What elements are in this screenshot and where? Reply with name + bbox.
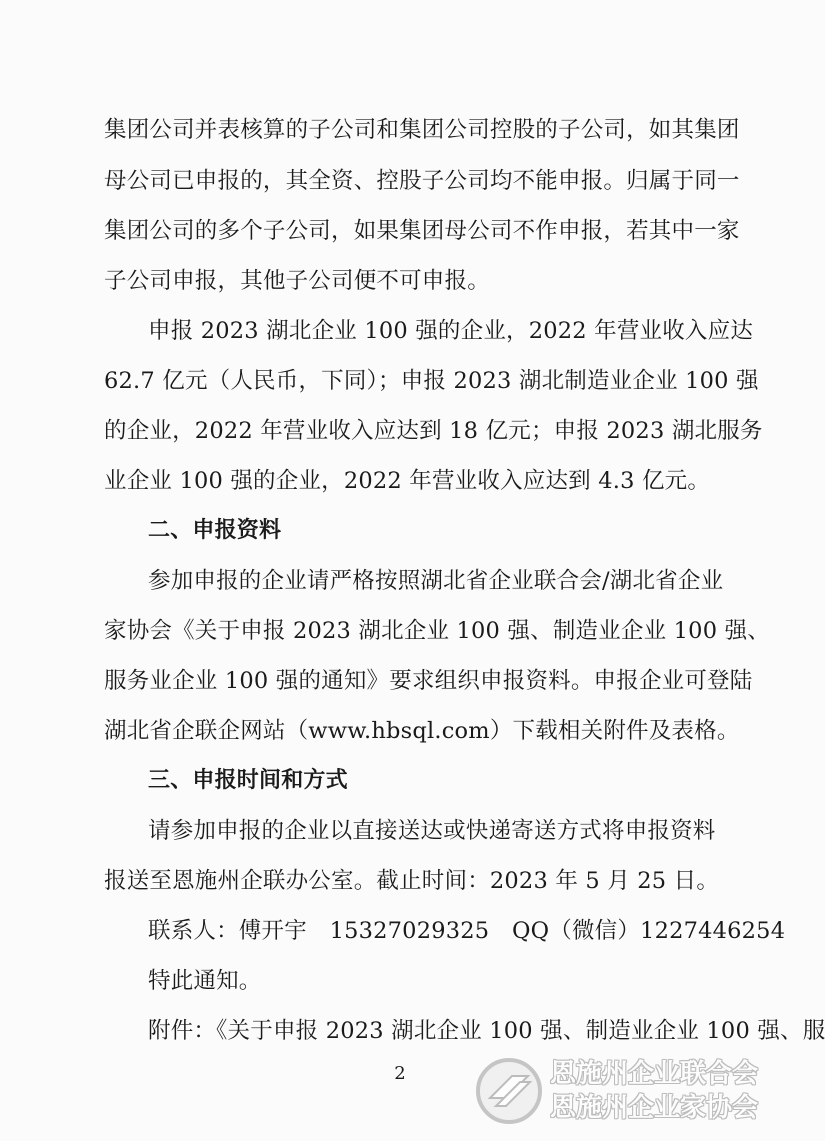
- paragraph-1-line-2: 母公司已申报的，其全资、控股子公司均不能申报。归属于同一: [104, 168, 740, 194]
- paragraph-2-line-3: 的企业，2022 年营业收入应达到 18 亿元；申报 2023 湖北服务: [104, 418, 763, 444]
- paragraph-1-line-3: 集团公司的多个子公司，如果集团母公司不作申报，若其中一家: [104, 218, 740, 244]
- section-3-line-1: 请参加申报的企业以直接送达或快递寄送方式将申报资料: [148, 818, 716, 844]
- paragraph-1-line-1: 集团公司并表核算的子公司和集团公司控股的子公司，如其集团: [104, 117, 740, 143]
- paragraph-2-line-2: 62.7 亿元（人民币，下同）；申报 2023 湖北制造业企业 100 强: [104, 368, 759, 394]
- paragraph-2-line-4: 业企业 100 强的企业，2022 年营业收入应达到 4.3 亿元。: [104, 468, 711, 494]
- section-3-heading: 三、申报时间和方式: [148, 768, 348, 793]
- association-logo-icon: [474, 1056, 544, 1126]
- watermark-line-1: 恩施州企业联合会: [550, 1059, 759, 1089]
- closing-line: 特此通知。: [148, 968, 262, 994]
- watermark-line-2: 恩施州企业家协会: [550, 1093, 759, 1123]
- section-3-line-2: 报送至恩施州企联办公室。截止时间：2023 年 5 月 25 日。: [104, 868, 720, 894]
- watermark: [474, 1052, 794, 1128]
- section-2-line-1: 参加申报的企业请严格按照湖北省企业联合会/湖北省企业: [148, 568, 724, 594]
- paragraph-1-line-4: 子公司申报，其他子公司便不可申报。: [104, 268, 490, 294]
- section-2-line-2: 家协会《关于申报 2023 湖北企业 100 强、制造业企业 100 强、: [104, 618, 770, 644]
- contact-line: 联系人：傅开宇 15327029325 QQ（微信）1227446254: [148, 918, 786, 944]
- section-2-heading: 二、申报资料: [148, 518, 282, 543]
- page-number: 2: [394, 1063, 406, 1084]
- paragraph-2-line-1: 申报 2023 湖北企业 100 强的企业，2022 年营业收入应达: [148, 318, 754, 344]
- section-2-line-4: 湖北省企联企网站（www.hbsql.com）下载相关附件及表格。: [104, 718, 740, 744]
- attachment-line: 附件：《关于申报 2023 湖北企业 100 强、制造业企业 100 强、服: [148, 1018, 825, 1044]
- section-2-line-3: 服务业企业 100 强的通知》要求组织申报资料。申报企业可登陆: [104, 668, 753, 694]
